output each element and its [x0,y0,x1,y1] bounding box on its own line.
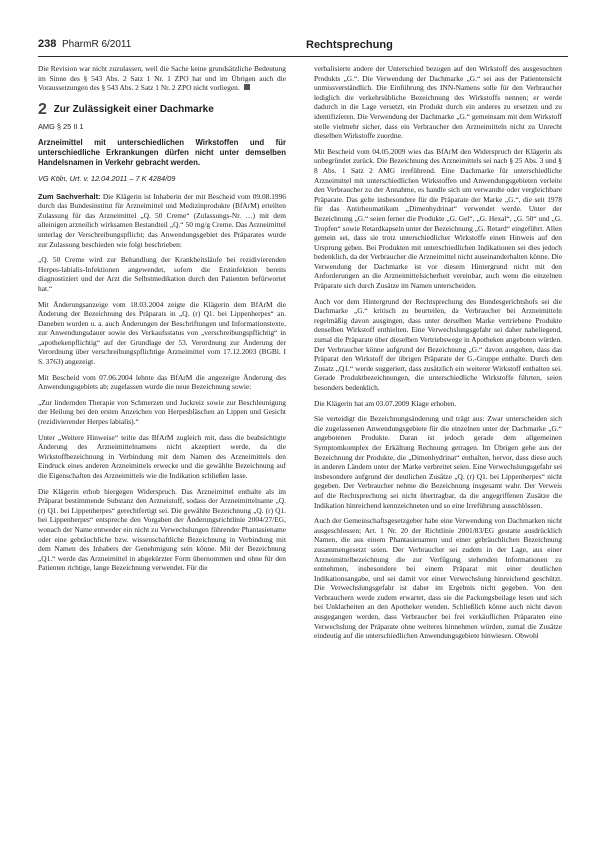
body-paragraph: Mit Bescheid vom 04.05.2009 wies das BfArM den Widerspruch der Klägerin als unbegründet zurück. Die Bezeichnung des Arzneimittels sei nach § 25 Abs. 3 und § 8 Abs. 1 Satz 2 AMG irreführend. Eine Dachmarke für unterschiedliche Arzneimittel mit unterschiedlichen Wirkstoffen und Anwendungsgebieten verleite den Verbraucher zu der Annahme, es handle sich um verwandte oder vergleichbare Präparate. Das gelte insbesondere für die Präparate der Marke „G.“, die seit 1978 für das Antirheumatikum „Dimenhydrinat“ verwendet werde. Unter der Bezeichnung „G.“ seien ferner die Produkte „G. Gel“, „G. Hexal“, „G. 50“ und „G. Tropfen“ sowie Retardkapseln unter der Bezeichnung „G. Retard“ eingeführt. Allen gemein sei, dass sie trotz unterschiedlicher Wirkstoffe einen Hinweis auf den Ursprung geben. Bei Produkten mit unterschiedlichen Indikationen sei dies jedoch bedenklich, da der Verbraucher die Arzneimittel nicht auseinanderhalten könne. Die Verwendung der Dachmarke ist vor diesem Hintergrund nicht mit den Anforderungen an die Arzneimittelsicherheit vereinbar, auch wenn die einzelnen Präparate sich durch Zusätze im Namen unterscheiden. [314,146,562,291]
case-heading [38,100,286,118]
body-paragraph: verbalisierte andere der Unterschied bezogen auf den Wirkstoff des ausgesuchten Produkts „G.“. Die Verwendung der Dachmarke „G.“ sei aus der Patientensicht unmissverständlich. Die Einführung des INN-Namens solle für den Verbraucher lediglich die verkehrsübliche Bezeichnung des Wirkstoffs nennen; er werde dadurch in die Lage versetzt, ein Produkt durch ein anderes zu ersetzen und zu identifizieren. Die Verwendung der Dachmarke „G.“ gemeinsam mit dem Wirkstoff stelle vielmehr sicher, dass ein Verbraucher den Arzneimitteln nicht zu Unrecht dieselben Wirkstoffe zuordne. [314,64,562,141]
body-paragraph: Unter „Weitere Hinweise“ teilte das BfArM zugleich mit, dass die beabsichtigte Änderung des Arzneimittelnamens nicht akzeptiert werde, da die Wirkstoffbezeichnung in Verbindung mit dem Namen des Arzneimittels den Eindruck eines anderen Arzneimittels erwecke und die gewählte Bezeichnung auf die Eigenschaften des Arzneimittels wie die Indikation schließen lasse. [38,432,286,480]
end-of-article-icon [244,84,250,90]
left-column [38,64,286,834]
page-number: 238 [38,38,57,50]
case-title: Zur Zulässigkeit einer Dachmarke [53,103,214,115]
court-citation: VG Köln, Urt. v. 12.04.2011 – 7 K 4284/09 [38,173,176,183]
page-header [38,36,568,57]
body-paragraph: Sie verteidigt die Bezeichnungsänderung und trägt aus: Zwar unterscheiden sich die zugelassenen Anwendungsgebiete für die einzelnen unter der Dachmarke „G.“ angebotenen Produkte. Daran ist jedoch gerade dem allgemeinen Symptomkomplex der Erkältung Rechnung getragen. Im Übrigen gehe aus der Bezeichnung der Produkte, die „Dimenhydrinat“ enthalten, hervor, dass diese auch in anderen Ländern unter der Marke verbreitet seien. Eine Verwechslungsgefahr sei insbesondere aufgrund der deutlichen Zusätze „Q. (r) Q1. bei Lippenherpes“ nicht gegeben. Der Verbraucher nehme die Bezeichnung insgesamt wahr. Der Verweis auf die Rechtsprechung sei nicht übertragbar, da die angegriffenen Zusätze die Indikation hinreichend kennzeichneten und so eine Irreführung ausschlössen. [314,414,562,510]
body-paragraph: „Zur lindernden Therapie von Schmerzen und Juckreiz sowie zur Beschleunigung der Heilung bei den ersten Anzeichen von Herpesbläschen an Lippen und Gesicht (rezidivierender Herpes labialis).“ [38,397,286,427]
body-paragraph: Auch vor dem Hintergrund der Rechtsprechung des Bundesgerichtshofs sei die Dachmarke „G.“ kritisch zu beurteilen, da Verbraucher bei Arzneimitteln regelmäßig davon ausgingen, dass unter derselben Marke vertriebene Produkte denselben Wirkstoff enthielten. Eine Verwechslungsgefahr sei daher naheliegend, zumal die Präparate über dieselben Vertriebswege in Apotheken angeboten würden. Der Verbraucher könne aufgrund der Bezeichnung „G.“ davon ausgehen, dass das Präparat den Wirkstoff der übrigen Präparate der G.-Gruppe enthalte. Durch den Zusatz „Q1.“ werde suggeriert, dass zusätzlich ein weiterer Wirkstoff enthalten sei. Gerade Produktbezeichnungen, die unterschiedliche Wirkstoffe führten, seien besonders bedenklich. [314,296,562,392]
body-paragraph: Auch der Gemeinschaftsgesetzgeber habe eine Verwendung von Dachmarken nicht ausgeschlossen; Art. 1 Nr. 20 der Richtlinie 2001/83/EG gestatte ausdrücklich Namen, die aus einem Phantasienamen und einer gebräuchlichen Bezeichnung zusammengesetzt seien. Der Verbraucher sei zudem in der Lage, aus einer Arzneimittelbezeichnung die zur Verfügung stehenden Informationen zu entnehmen, insbesondere bei einem Präparat mit einer deutlichen Indikationsangabe, und sei damit vor einer Verwechslung hinreichend geschützt. Die Verwechslungsgefahr ist daher im Ergebnis nicht gegeben. Von den Verbrauchern werde zudem erwartet, dass sie die Packungsbeilage lesen und sich bei Unklarheiten an den Apotheker wenden. Schließlich könne auch nicht davon ausgegangen werden, dass Verbraucher bei frei verkäuflichen Präparaten eine Verwechslung der Präparate ohne weiteres hinnehmen würden, zumal die Zusätze eindeutig auf die unterschiedlichen Anwendungsgebiete hinwiesen. Obwohl [314,516,562,641]
body-paragraph: Mit Änderungsanzeige vom 18.03.2004 zeigte die Klägerin dem BfArM die Änderung der Bezeichnung des Präparats in „Q. (r) Q1. bei Lippenherpes“ an. Daneben wurden u. a. auch Änderungen der Beschriftungen und Informationstexte, zur Anwendungsdauer sowie des Verkaufsstatus von „verschreibungspflichtig“ in „apothekenpflichtig“ auf der Grundlage der 53. Verordnung zur Änderung der Verordnung über verschreibungspflichtige Arzneimittel vom 17.12.2003 (BGBl. I S. 3763) angezeigt. [38,299,286,367]
right-column [314,64,562,834]
statute-reference: AMG § 25 II 1 [38,122,84,132]
body-paragraph: Zum Sachverhalt: Die Klägerin ist Inhaberin der mit Bescheid vom 09.08.1996 durch das Bundesinstitut für Arzneimittel und Medizinprodukte (BfArM) erteilten Zulassung für das Arzneimittel „Q. 50 Creme“ (Zulassungs-Nr. …) mit dem alleinigen arzneilich wirksamen Bestandteil „Q.“ 50 mg/g Creme. Das Arzneimittel unterlag der Verschreibungspflicht; das Anwendungsgebiet des Präparates wurde zur Zulassung beschieden wie folgt beschrieben: [38,191,286,249]
case-number: 2 [38,100,47,118]
intro-paragraph: Die Revision war nicht zuzulassen, weil die Sache keine grundsätzliche Bedeutung im Sinne des § 543 Abs. 2 Satz 1 Nr. 1 ZPO hat und im Übrigen auch die Voraussetzungen des § 543 Abs. 2 Satz 1 Nr. 2 ZPO nicht vorliegen. [38,64,286,93]
journal-issue: PharmR 6/2011 [62,39,132,50]
body-paragraph: Mit Bescheid vom 07.06.2004 lehnte das BfArM die angezeigte Änderung des Anwendungsgebiets ab; zugelassen wurde die neue Bezeichnung sowie: [38,372,286,392]
body-paragraph: Die Klägerin hat am 03.07.2009 Klage erhoben. [314,398,457,408]
section-label: Rechtsprechung [306,39,393,51]
facts-lead: Zum Sachverhalt: [38,191,101,201]
body-paragraph: „Q. 50 Creme wird zur Behandlung der Krankheitsläufe bei rezidivierenden Herpes-labialis-Infektionen angewendet, sofern die Erstinfektion bereits diagnostiziert und der Arzt die Selbstmedikation durch den Patienten befürwortet hat.“ [38,255,286,293]
body-paragraph: Die Klägerin erhob hiergegen Widerspruch. Das Arzneimittel enthalte als im Präparat bestimmende Substanz den Arzneistoff, sodass der Arzneimittelname „Q. (r) Q1. bei Lippenherpes“ gerechtfertigt sei. Die gewählte Bezeichnung „Q. (r) Q1. bei Lippenherpes“ entspreche den Vorgaben der Änderungsrichtlinie 2004/27/EG, wonach der Name entweder ein nicht zu Verwechslungen führender Phantasiename oder eine gebräuchliche bzw. wissenschaftliche Bezeichnung in Verbindung mit dem Namen des Inhabers der Genehmigung sein könne. Mit der Bezeichnung „Q1.“ werde das Arzneimittel in abgekürzter Form übernommen und ohne für den Patienten richtige, lange Bezeichnung verwendet. Für die [38,486,286,573]
headnote: Arzneimittel mit unterschiedlichen Wirkstoffen und für unterschiedliche Erkrankungen dürfen nicht unter demselben Handelsnamen in Verkehr gebracht werden. [38,137,286,167]
